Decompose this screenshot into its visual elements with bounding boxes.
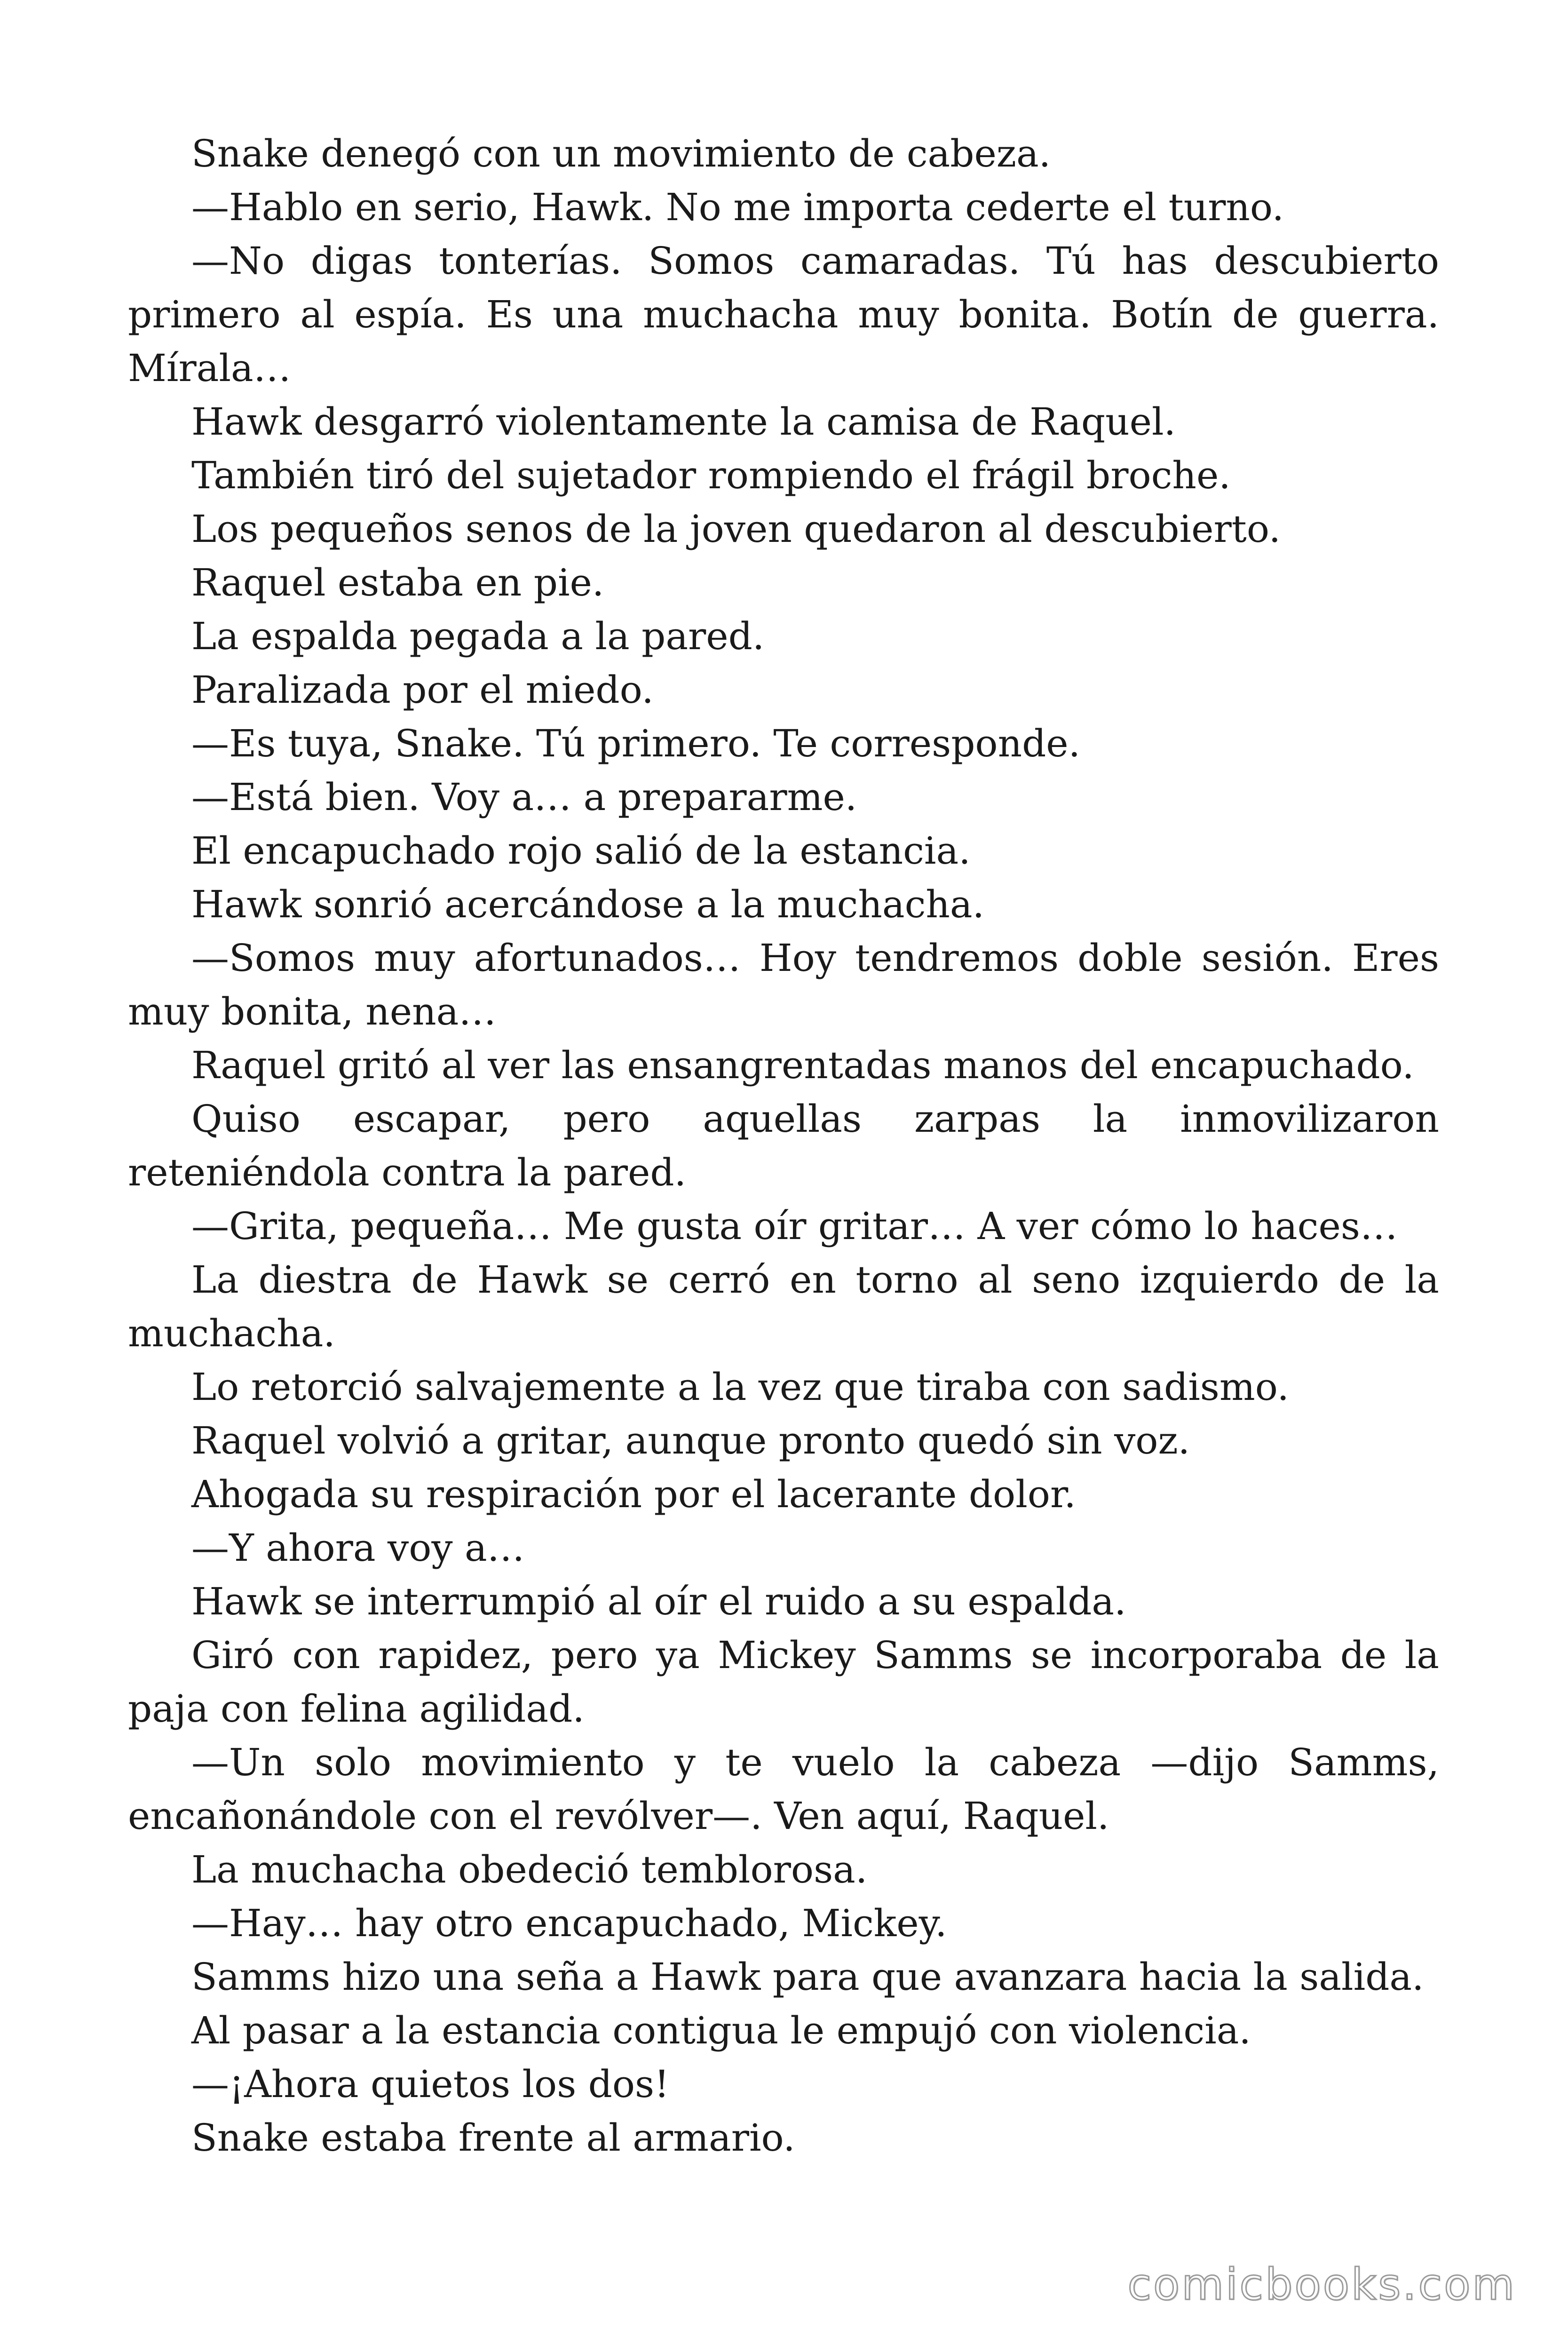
paragraph: Snake denegó con un movimiento de cabeza.: [191, 132, 1051, 175]
watermark: comicbooks.com: [1127, 2259, 1516, 2310]
paragraph: También tiró del sujetador rompiendo el frágil broche.: [191, 453, 1231, 497]
paragraph: Snake estaba frente al armario.: [191, 2116, 795, 2160]
paragraph: —Está bien. Voy a… a prepararme.: [191, 775, 857, 819]
paragraph: Lo retorció salvajemente a la vez que tiraba con sadismo.: [191, 1365, 1289, 1409]
paragraph: Los pequeños senos de la joven quedaron al descubierto.: [191, 507, 1281, 551]
paragraph: Hawk desgarró violentamente la camisa de Raquel.: [191, 400, 1176, 444]
paragraph: Hawk sonrió acercándose a la muchacha.: [191, 882, 985, 926]
paragraph: —Es tuya, Snake. Tú primero. Te corresponde.: [191, 722, 1081, 765]
paragraph: La diestra de Hawk se cerró en torno al seno izquierdo de la muchacha.: [128, 1258, 1439, 1355]
paragraph: —Hay… hay otro encapuchado, Mickey.: [191, 1901, 947, 1945]
paragraph: La muchacha obedeció temblorosa.: [191, 1848, 868, 1891]
paragraph: —Y ahora voy a…: [191, 1526, 525, 1570]
paragraph: Raquel estaba en pie.: [191, 561, 604, 604]
paragraph: Paralizada por el miedo.: [191, 668, 654, 712]
paragraph: Quiso escapar, pero aquellas zarpas la inmovilizaron reteniéndola contra la pared.: [128, 1097, 1439, 1194]
body-text: [128, 127, 1439, 2165]
paragraph: La espalda pegada a la pared.: [191, 614, 765, 658]
paragraph: —¡Ahora quietos los dos!: [191, 2062, 670, 2106]
paragraph: —Un solo movimiento y te vuelo la cabeza —dijo Samms, encañonándole con el revólver—. Ven aquí, Raquel.: [128, 1740, 1439, 1838]
paragraph: Raquel volvió a gritar, aunque pronto quedó sin voz.: [191, 1419, 1190, 1462]
paragraph: Al pasar a la estancia contigua le empujó con violencia.: [191, 2009, 1251, 2052]
paragraph: Raquel gritó al ver las ensangrentadas manos del encapuchado.: [191, 1043, 1414, 1087]
paragraph: Hawk se interrumpió al oír el ruido a su espalda.: [191, 1580, 1126, 1623]
paragraph: —Grita, pequeña… Me gusta oír gritar… A ver cómo lo haces…: [191, 1204, 1398, 1248]
paragraph: Giró con rapidez, pero ya Mickey Samms se incorporaba de la paja con felina agilidad.: [128, 1633, 1439, 1731]
paragraph: —Somos muy afortunados… Hoy tendremos doble sesión. Eres muy bonita, nena…: [128, 936, 1439, 1033]
paragraph: El encapuchado rojo salió de la estancia.: [191, 829, 971, 873]
paragraph: Ahogada su respiración por el lacerante dolor.: [191, 1472, 1076, 1516]
paragraph: —No digas tonterías. Somos camaradas. Tú has descubierto primero al espía. Es una muchacha muy bonita. Botín de guerra. Mírala…: [128, 239, 1439, 390]
paragraph: Samms hizo una seña a Hawk para que avanzara hacia la salida.: [191, 1955, 1424, 1999]
paragraph: —Hablo en serio, Hawk. No me importa cederte el turno.: [191, 185, 1284, 229]
